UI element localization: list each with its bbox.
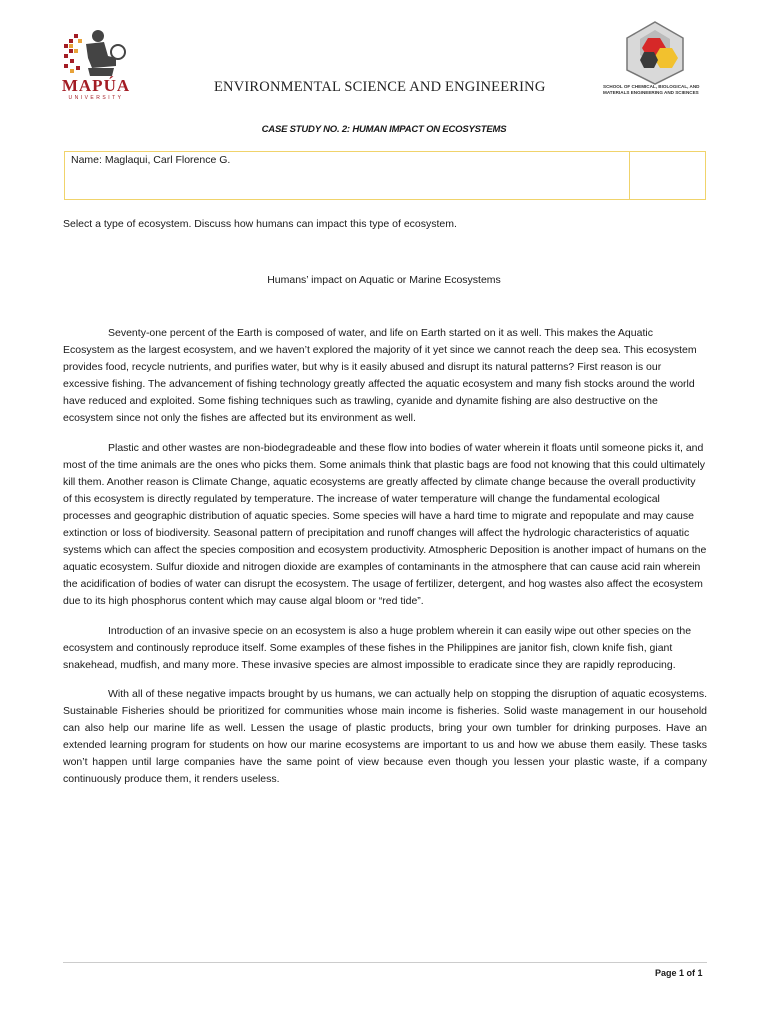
paragraph: Introduction of an invasive specie on an ecosystem is also a huge problem wherein it can easily wipe out other species on the ecosystem and continously reproduce itself. Some examples of these fishes in the Philippines are janitor fish, clown knife fish, giant snakehead, mudfish, and many more. These invasive species are almost impossible to eradicate since they are rapidly reproducing. xyxy=(63,624,692,671)
footer-divider xyxy=(63,962,707,963)
page-number: Page 1 of 1 xyxy=(655,968,703,978)
university-logo-word: MAPÚA xyxy=(61,76,131,95)
student-name: Name: Maglaqui, Carl Florence G. xyxy=(71,154,231,166)
university-logo-sub: UNIVERSITY xyxy=(68,95,124,101)
name-cell xyxy=(64,152,630,199)
assignment-prompt: Select a type of ecosystem. Discuss how humans can impact this type of ecosystem. xyxy=(63,218,457,230)
essay-body xyxy=(63,325,707,800)
case-study-title: CASE STUDY NO. 2: HUMAN IMPACT ON ECOSYSTEMS xyxy=(261,124,507,135)
page-header xyxy=(0,0,768,110)
paragraph: With all of these negative impacts brought by us humans, we can actually help on stopping the disruption of aquatic ecosystems. Sustainable Fisheries should be prioritized for communities whose main income is fisheries. Solid waste management in our household can also help our marine life as well. Lessen the usage of plastic products, bring your own tumbler for drinking purposes. Have an extended learning program for students on how our marine ecosystems are important to us and how we abuse them easily. These tasks won’t happen until large companies have the same point of view because even though you lessen your plastic waste, if a company continuously produce them, it renders useless. xyxy=(63,687,707,786)
name-table xyxy=(64,151,706,200)
paragraph: Seventy-one percent of the Earth is composed of water, and life on Earth started on it as well. This makes the Aquatic Ecosystem as the largest ecosystem, and we haven’t explored the majority of it yet since we cannot reach the deep sea. This ecosystem provides food, recycle nutrients, and purifies water, but why is it easily abused and disrupt its natural patterns? First reason is our excessive fishing. The advancement of fishing technology greatly affected the aquatic ecosystem and many fish stocks around the world have reduced and exploited. Some fishing techniques such as trawling, cyanide and dynamite fishing are also destructive on the ecosystem since not only the fishes are affected but its environment as well. xyxy=(63,327,697,425)
school-name: SCHOOL OF CHEMICAL, BIOLOGICAL, AND MATERIALS ENGINEERING AND SCIENCES xyxy=(603,84,700,95)
paragraph: Plastic and other wastes are non-biodegradeable and these flow into bodies of water wherein it floats until someone picks it, and most of the time animals are the ones who picks them. Some animals think that plastic bags are food not knowing that this could ultimately kill them. Another reason is Climate Change, aquatic ecosystems are greatly affected by climate change because the overall productivity of this ecosystem is directly regulated by temperature. The increase of water temperature will change the fundamental ecological processes and geographic distribution of aquatic species. Some species will have a hard time to migrate and repopulate and may cause extinction or loss of biodiversity. Seasonal pattern of precipitation and runoff changes will affect the hydrologic characteristics of aquatic systems which can affect the species composition and ecosystem productivity. Atmospheric Deposition is another impact of humans on the aquatic ecosystem. Sulfur dioxide and nitrogen dioxide are examples of contaminants in the atmosphere that can cause acid rain wherein the acidification of bodies of water can disrupt the ecosystem. The usage of fertilizer, detergent, and hog wastes also affect the ecosystem due to its high phosphorus content which may cause algal bloom or “red tide”. xyxy=(63,441,707,608)
department-title: ENVIRONMENTAL SCIENCE AND ENGINEERING xyxy=(214,79,546,95)
school-logo-icon xyxy=(622,20,688,86)
essay-title: Humans’ impact on Aquatic or Marine Ecosystems xyxy=(267,274,501,286)
blank-cell xyxy=(628,152,706,199)
